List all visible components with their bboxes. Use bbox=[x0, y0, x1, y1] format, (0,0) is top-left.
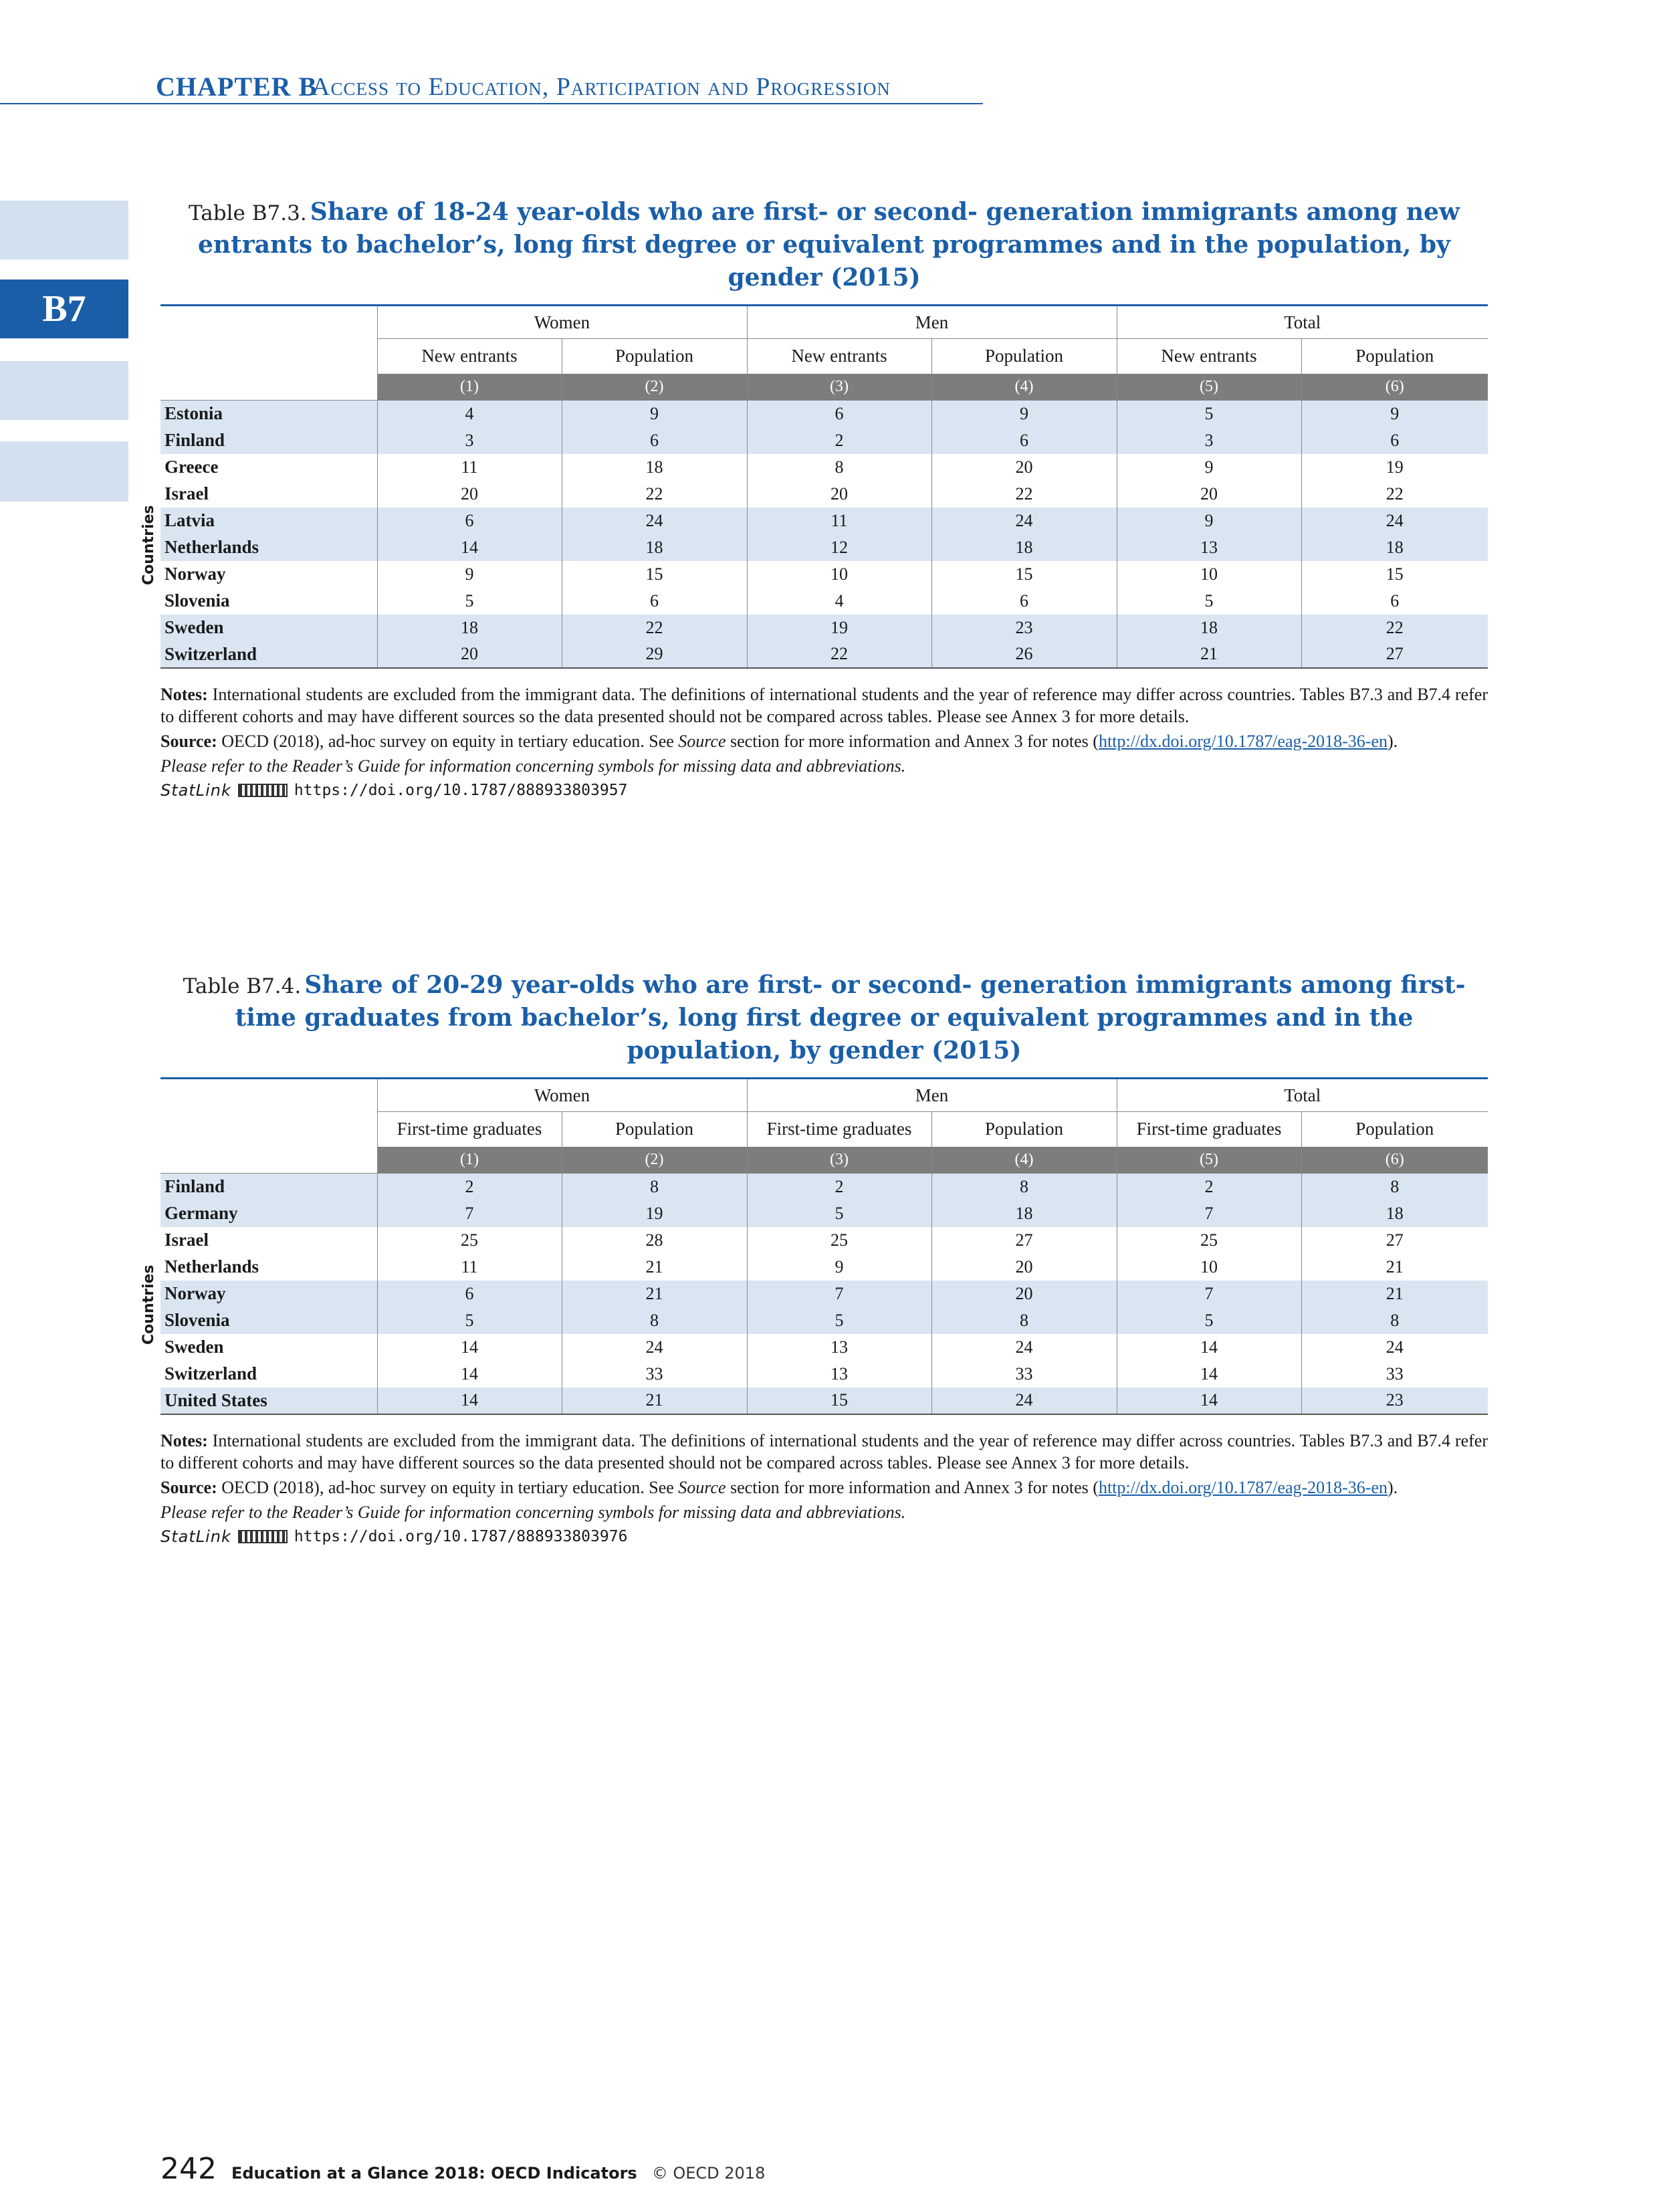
country-cell: Israel bbox=[164, 483, 209, 504]
sub-header: Population bbox=[931, 339, 1117, 374]
source-label: Source: bbox=[160, 1477, 217, 1497]
value-cell: 18 bbox=[377, 615, 562, 641]
value-cell: 10 bbox=[1117, 561, 1301, 588]
column-number: (1) bbox=[377, 1147, 562, 1174]
table-title-text: Share of 18-24 year-olds who are first- or second- generation immigrants among new entrants to bachelor’s, long first degree or equivalent programmes and in the population, by gender (2015) bbox=[198, 198, 1460, 292]
value-cell: 20 bbox=[931, 1281, 1117, 1307]
data-table bbox=[160, 1077, 1488, 1415]
value-cell: 24 bbox=[562, 508, 747, 534]
statlink-logo-icon bbox=[238, 784, 288, 797]
value-cell: 20 bbox=[931, 1254, 1117, 1281]
source-italic: Source bbox=[678, 731, 726, 751]
value-cell: 25 bbox=[1117, 1227, 1301, 1254]
chapter-title: Access to Education, Participation and Progression bbox=[312, 73, 891, 101]
value-cell: 25 bbox=[377, 1227, 562, 1254]
country-cell: Finland bbox=[160, 427, 377, 454]
value-cell: 20 bbox=[377, 481, 562, 508]
side-tab-label: B7 bbox=[42, 288, 86, 330]
value-cell: 6 bbox=[377, 508, 562, 534]
source-paragraph bbox=[160, 1476, 1488, 1499]
source-text: section for more information and Annex 3 for notes ( bbox=[726, 1477, 1099, 1497]
countries-side-label: Countries bbox=[140, 1264, 157, 1345]
value-cell: 21 bbox=[562, 1281, 747, 1307]
value-cell: 19 bbox=[1301, 454, 1488, 481]
table-row bbox=[160, 534, 1488, 561]
value-cell: 4 bbox=[747, 588, 931, 615]
group-header: Total bbox=[1117, 306, 1488, 339]
source-link[interactable]: http://dx.doi.org/10.1787/eag-2018-36-en bbox=[1098, 731, 1388, 751]
column-number: (3) bbox=[747, 1147, 931, 1174]
notes-label: Notes: bbox=[160, 684, 208, 704]
value-cell: 8 bbox=[747, 454, 931, 481]
source-text: OECD (2018), ad-hoc survey on equity in tertiary education. See bbox=[217, 731, 679, 751]
source-text: section for more information and Annex 3 for notes ( bbox=[726, 731, 1099, 751]
value-cell: 9 bbox=[747, 1254, 931, 1281]
table-row bbox=[160, 1174, 1488, 1200]
country-cell: Slovenia bbox=[164, 590, 230, 611]
country-cell: Israel bbox=[164, 1230, 209, 1250]
value-cell: 28 bbox=[562, 1227, 747, 1254]
table-row bbox=[160, 1334, 1488, 1361]
value-cell: 19 bbox=[562, 1200, 747, 1227]
value-cell: 19 bbox=[747, 615, 931, 641]
country-cell: Netherlands bbox=[160, 534, 377, 561]
table-title bbox=[160, 971, 1488, 1069]
side-tab-4 bbox=[0, 441, 128, 502]
value-cell: 20 bbox=[931, 454, 1117, 481]
table-row bbox=[160, 588, 1488, 615]
table-notes bbox=[160, 683, 1488, 802]
value-cell: 18 bbox=[1117, 615, 1301, 641]
sub-header: First-time graduates bbox=[377, 1112, 562, 1147]
value-cell: 22 bbox=[747, 641, 931, 668]
value-cell: 18 bbox=[931, 1200, 1117, 1227]
value-cell: 13 bbox=[1117, 534, 1301, 561]
value-cell: 24 bbox=[562, 1334, 747, 1361]
readers-guide-note: Please refer to the Reader’s Guide for information concerning symbols for missing data and abbreviations. bbox=[160, 1502, 906, 1522]
country-cell: Germany bbox=[160, 1200, 377, 1227]
value-cell: 14 bbox=[377, 1361, 562, 1388]
copyright: © OECD 2018 bbox=[651, 2164, 766, 2183]
value-cell: 7 bbox=[747, 1281, 931, 1307]
table-number: Table B7.3. bbox=[189, 201, 307, 225]
table-title bbox=[160, 198, 1488, 296]
header-blank bbox=[160, 374, 377, 401]
value-cell: 11 bbox=[747, 508, 931, 534]
publication-title: Education at a Glance 2018: OECD Indicators bbox=[231, 2164, 637, 2183]
value-cell: 5 bbox=[377, 588, 562, 615]
value-cell: 8 bbox=[562, 1174, 747, 1200]
notes-paragraph bbox=[160, 683, 1488, 728]
value-cell: 9 bbox=[931, 401, 1117, 427]
value-cell: 21 bbox=[562, 1254, 747, 1281]
value-cell: 22 bbox=[562, 615, 747, 641]
value-cell: 25 bbox=[747, 1227, 931, 1254]
value-cell: 14 bbox=[377, 534, 562, 561]
chapter-label: CHAPTER B bbox=[156, 72, 318, 102]
source-text: ). bbox=[1388, 1477, 1398, 1497]
value-cell: 12 bbox=[747, 534, 931, 561]
country-cell: Switzerland bbox=[160, 641, 377, 668]
header-blank bbox=[160, 306, 377, 339]
group-header: Men bbox=[747, 306, 1117, 339]
table-title-text: Share of 20-29 year-olds who are first- or second- generation immigrants among first-time graduates from bachelor’s, long first degree or equivalent programmes and in the population, by gender (2015) bbox=[235, 971, 1466, 1065]
column-number: (2) bbox=[562, 374, 747, 401]
value-cell: 4 bbox=[377, 401, 562, 427]
value-cell: 24 bbox=[931, 508, 1117, 534]
value-cell: 6 bbox=[562, 588, 747, 615]
column-number: (6) bbox=[1301, 1147, 1488, 1174]
group-header: Women bbox=[377, 306, 747, 339]
source-italic: Source bbox=[678, 1477, 726, 1497]
value-cell: 6 bbox=[1301, 427, 1488, 454]
table-notes bbox=[160, 1430, 1488, 1548]
column-number: (6) bbox=[1301, 374, 1488, 401]
country-cell: Sweden bbox=[160, 615, 377, 641]
value-cell: 15 bbox=[931, 561, 1117, 588]
value-cell: 18 bbox=[562, 454, 747, 481]
column-number: (4) bbox=[931, 1147, 1117, 1174]
value-cell: 27 bbox=[1301, 641, 1488, 668]
value-cell: 2 bbox=[1117, 1174, 1301, 1200]
column-number: (2) bbox=[562, 1147, 747, 1174]
column-number: (5) bbox=[1117, 374, 1301, 401]
value-cell: 14 bbox=[1117, 1334, 1301, 1361]
value-cell: 9 bbox=[1117, 508, 1301, 534]
table-row bbox=[160, 641, 1488, 668]
side-tab-active bbox=[0, 280, 128, 338]
value-cell: 6 bbox=[377, 1281, 562, 1307]
source-link[interactable]: http://dx.doi.org/10.1787/eag-2018-36-en bbox=[1098, 1477, 1388, 1497]
notes-label: Notes: bbox=[160, 1430, 208, 1450]
value-cell: 22 bbox=[562, 481, 747, 508]
table-row bbox=[160, 615, 1488, 641]
country-cell: United States bbox=[160, 1388, 377, 1414]
value-cell: 21 bbox=[1301, 1281, 1488, 1307]
value-cell: 14 bbox=[1117, 1388, 1301, 1414]
value-cell: 33 bbox=[931, 1361, 1117, 1388]
page-number: 242 bbox=[160, 2152, 217, 2186]
value-cell: 14 bbox=[377, 1388, 562, 1414]
value-cell: 3 bbox=[1117, 427, 1301, 454]
table-row bbox=[160, 401, 1488, 427]
country-cell: Sweden bbox=[164, 1337, 224, 1357]
column-number: (1) bbox=[377, 374, 562, 401]
value-cell: 6 bbox=[747, 401, 931, 427]
value-cell: 5 bbox=[747, 1200, 931, 1227]
source-text: ). bbox=[1388, 731, 1398, 751]
table-row bbox=[160, 508, 1488, 534]
group-header: Men bbox=[747, 1079, 1117, 1112]
sub-header: New entrants bbox=[747, 339, 931, 374]
value-cell: 6 bbox=[931, 427, 1117, 454]
value-cell: 5 bbox=[1117, 1307, 1301, 1334]
value-cell: 5 bbox=[377, 1307, 562, 1334]
value-cell: 15 bbox=[747, 1388, 931, 1414]
sub-header: First-time graduates bbox=[1117, 1112, 1301, 1147]
table-row bbox=[160, 561, 1488, 588]
table-row bbox=[160, 1388, 1488, 1414]
group-header: Women bbox=[377, 1079, 747, 1112]
value-cell: 5 bbox=[1117, 588, 1301, 615]
statlink-logo-icon bbox=[238, 1530, 288, 1543]
country-cell: Slovenia bbox=[160, 1307, 377, 1334]
notes-text: International students are excluded from the immigrant data. The definitions of international students and the year of reference may differ across countries. Tables B7.3 and B7.4 refer to different cohorts and may have different sources so the data presented should not be compared across tables. Please see Annex 3 for more details. bbox=[160, 1430, 1488, 1472]
sub-header: New entrants bbox=[377, 339, 562, 374]
value-cell: 18 bbox=[1301, 1200, 1488, 1227]
table-row bbox=[160, 1307, 1488, 1334]
country-cell: Switzerland bbox=[164, 1363, 257, 1384]
column-number: (3) bbox=[747, 374, 931, 401]
page-footer bbox=[160, 2152, 765, 2186]
source-text: OECD (2018), ad-hoc survey on equity in tertiary education. See bbox=[217, 1477, 679, 1497]
value-cell: 23 bbox=[1301, 1388, 1488, 1414]
value-cell: 7 bbox=[377, 1200, 562, 1227]
column-number: (4) bbox=[931, 374, 1117, 401]
country-cell: Estonia bbox=[160, 401, 377, 427]
value-cell: 26 bbox=[931, 641, 1117, 668]
value-cell: 27 bbox=[931, 1227, 1117, 1254]
sub-header: First-time graduates bbox=[747, 1112, 931, 1147]
value-cell: 2 bbox=[747, 1174, 931, 1200]
sub-header: Population bbox=[562, 1112, 747, 1147]
country-cell: Netherlands bbox=[164, 1256, 259, 1277]
value-cell: 8 bbox=[931, 1307, 1117, 1334]
table-row bbox=[160, 454, 1488, 481]
value-cell: 9 bbox=[377, 561, 562, 588]
notes-paragraph bbox=[160, 1430, 1488, 1474]
sub-header: Population bbox=[562, 339, 747, 374]
value-cell: 18 bbox=[1301, 534, 1488, 561]
value-cell: 21 bbox=[1301, 1254, 1488, 1281]
source-label: Source: bbox=[160, 731, 217, 751]
value-cell: 33 bbox=[562, 1361, 747, 1388]
value-cell: 8 bbox=[1301, 1174, 1488, 1200]
value-cell: 10 bbox=[747, 561, 931, 588]
value-cell: 6 bbox=[931, 588, 1117, 615]
data-table bbox=[160, 304, 1488, 669]
header-blank bbox=[160, 339, 377, 374]
sub-header: Population bbox=[1301, 339, 1488, 374]
statlink-word: StatLink bbox=[160, 780, 231, 800]
value-cell: 15 bbox=[562, 561, 747, 588]
sub-header: New entrants bbox=[1117, 339, 1301, 374]
header-blank bbox=[160, 1147, 377, 1174]
value-cell: 2 bbox=[747, 427, 931, 454]
countries-side-label: Countries bbox=[140, 505, 157, 585]
value-cell: 22 bbox=[931, 481, 1117, 508]
value-cell: 11 bbox=[377, 1254, 562, 1281]
statlink bbox=[160, 1526, 1488, 1548]
value-cell: 15 bbox=[1301, 561, 1488, 588]
value-cell: 29 bbox=[562, 641, 747, 668]
value-cell: 21 bbox=[562, 1388, 747, 1414]
value-cell: 6 bbox=[1301, 588, 1488, 615]
value-cell: 10 bbox=[1117, 1254, 1301, 1281]
statlink-url[interactable]: https://doi.org/10.1787/888933803976 bbox=[294, 1527, 628, 1545]
table-row bbox=[160, 1361, 1488, 1388]
value-cell: 11 bbox=[377, 454, 562, 481]
table-row bbox=[160, 1227, 1488, 1254]
value-cell: 3 bbox=[377, 427, 562, 454]
value-cell: 13 bbox=[747, 1361, 931, 1388]
sub-header: Population bbox=[931, 1112, 1117, 1147]
value-cell: 20 bbox=[1117, 481, 1301, 508]
country-cell: Finland bbox=[160, 1174, 377, 1200]
statlink-word: StatLink bbox=[160, 1527, 231, 1546]
value-cell: 27 bbox=[1301, 1227, 1488, 1254]
value-cell: 20 bbox=[377, 641, 562, 668]
readers-guide-note: Please refer to the Reader’s Guide for information concerning symbols for missing data and abbreviations. bbox=[160, 756, 906, 776]
value-cell: 22 bbox=[1301, 481, 1488, 508]
value-cell: 8 bbox=[1301, 1307, 1488, 1334]
statlink-url[interactable]: https://doi.org/10.1787/888933803957 bbox=[294, 781, 628, 799]
table-row bbox=[160, 481, 1488, 508]
value-cell: 24 bbox=[1301, 508, 1488, 534]
sub-header: Population bbox=[1301, 1112, 1488, 1147]
value-cell: 9 bbox=[1301, 401, 1488, 427]
table-row bbox=[160, 427, 1488, 454]
value-cell: 2 bbox=[377, 1174, 562, 1200]
table-b7-3-block bbox=[140, 198, 1488, 802]
value-cell: 8 bbox=[931, 1174, 1117, 1200]
header-blank bbox=[160, 1079, 377, 1112]
value-cell: 7 bbox=[1117, 1200, 1301, 1227]
value-cell: 14 bbox=[1117, 1361, 1301, 1388]
table-row bbox=[160, 1281, 1488, 1307]
value-cell: 7 bbox=[1117, 1281, 1301, 1307]
table-row bbox=[160, 1200, 1488, 1227]
country-cell: Norway bbox=[160, 1281, 377, 1307]
value-cell: 5 bbox=[747, 1307, 931, 1334]
value-cell: 23 bbox=[931, 615, 1117, 641]
table-row bbox=[160, 1254, 1488, 1281]
value-cell: 24 bbox=[1301, 1334, 1488, 1361]
value-cell: 21 bbox=[1117, 641, 1301, 668]
table-number: Table B7.4. bbox=[183, 974, 302, 998]
value-cell: 5 bbox=[1117, 401, 1301, 427]
country-cell: Greece bbox=[164, 457, 219, 477]
value-cell: 33 bbox=[1301, 1361, 1488, 1388]
group-header: Total bbox=[1117, 1079, 1488, 1112]
value-cell: 6 bbox=[562, 427, 747, 454]
value-cell: 14 bbox=[377, 1334, 562, 1361]
statlink bbox=[160, 780, 1488, 802]
header-rule bbox=[0, 103, 983, 104]
country-cell: Norway bbox=[164, 564, 226, 584]
table-b7-4-block bbox=[140, 971, 1488, 1548]
value-cell: 18 bbox=[562, 534, 747, 561]
value-cell: 18 bbox=[931, 534, 1117, 561]
side-tab-1 bbox=[0, 201, 128, 259]
source-paragraph bbox=[160, 730, 1488, 752]
header-blank bbox=[160, 1112, 377, 1147]
notes-text: International students are excluded from the immigrant data. The definitions of international students and the year of reference may differ across countries. Tables B7.3 and B7.4 refer to different cohorts and may have different sources so the data presented should not be compared across tables. Please see Annex 3 for more details. bbox=[160, 684, 1488, 726]
value-cell: 8 bbox=[562, 1307, 747, 1334]
value-cell: 9 bbox=[562, 401, 747, 427]
value-cell: 24 bbox=[931, 1388, 1117, 1414]
value-cell: 13 bbox=[747, 1334, 931, 1361]
country-cell: Latvia bbox=[160, 508, 377, 534]
value-cell: 22 bbox=[1301, 615, 1488, 641]
value-cell: 24 bbox=[931, 1334, 1117, 1361]
column-number: (5) bbox=[1117, 1147, 1301, 1174]
value-cell: 20 bbox=[747, 481, 931, 508]
side-tab-3 bbox=[0, 361, 128, 420]
value-cell: 9 bbox=[1117, 454, 1301, 481]
chapter-header bbox=[0, 67, 983, 107]
